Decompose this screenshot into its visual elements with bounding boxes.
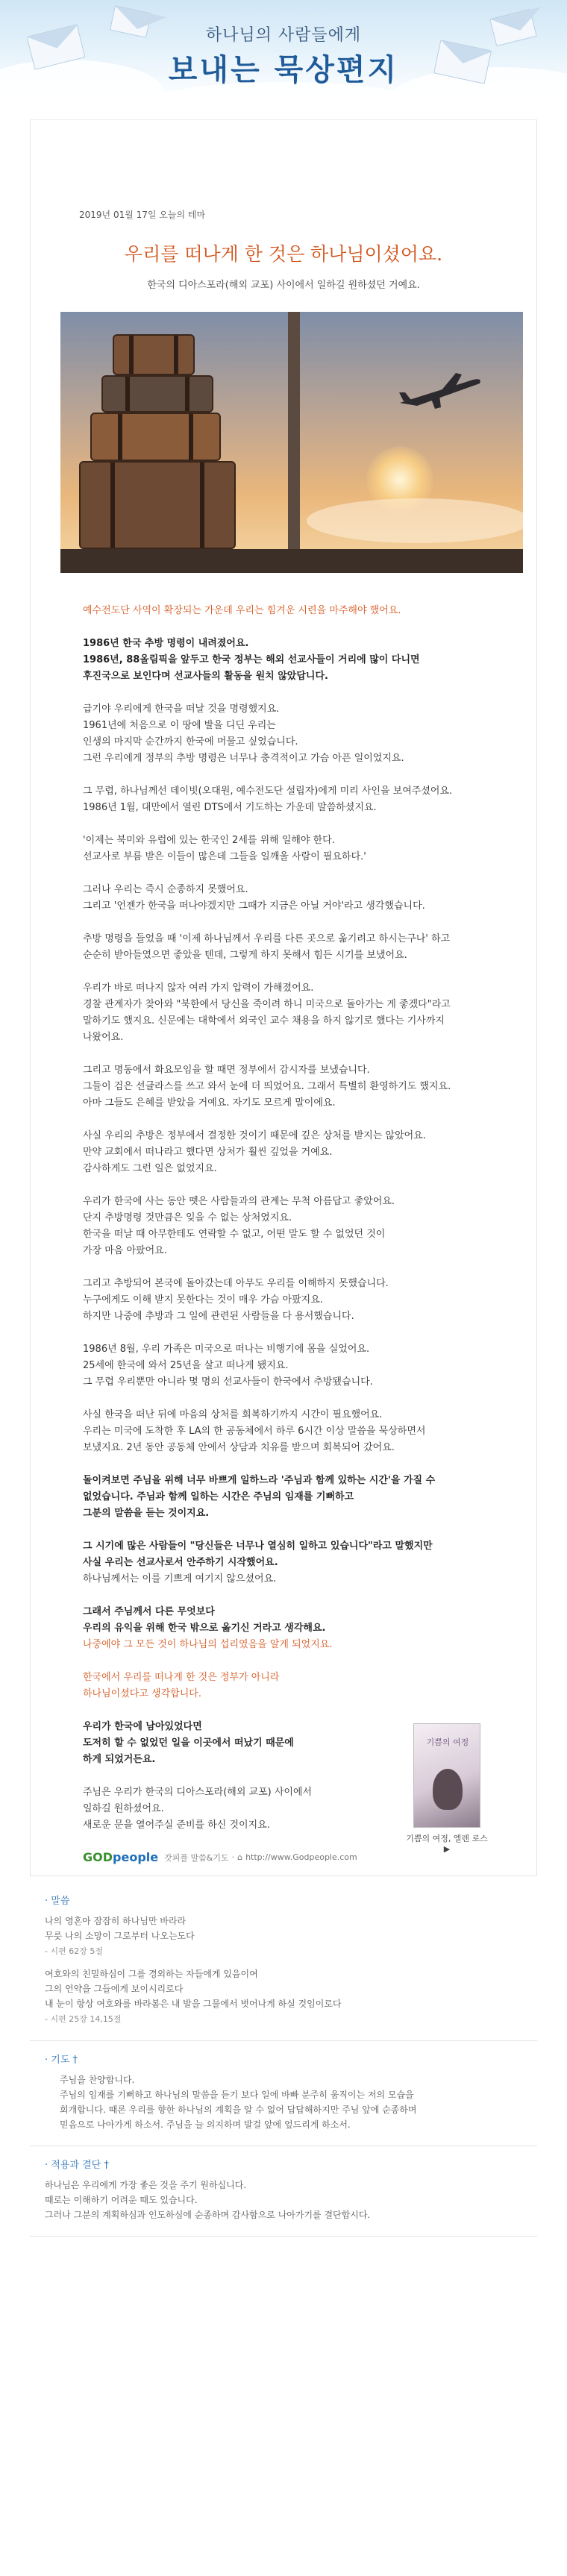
strap — [189, 414, 193, 460]
line: 그 무렵 우리뿐만 아니라 몇 명의 선교사들이 한국에서 추방됐습니다. — [83, 1376, 373, 1388]
line: 사실 한국을 떠난 뒤에 마음의 상처를 회복하기까지 시간이 필요했어요. — [83, 1409, 383, 1420]
book-cover[interactable] — [413, 1723, 480, 1828]
paragraph — [83, 1784, 381, 1834]
logo-sub: people — [113, 1850, 159, 1864]
book-caption-link[interactable]: 기쁨의 여정, 엘렌 로스 ▶ — [406, 1834, 488, 1854]
paragraph — [83, 1538, 484, 1588]
godpeople-logo[interactable] — [83, 1850, 158, 1864]
line: 그 무렵, 하나님께선 데이빗(오대원, 예수전도단 설립자)에게 미리 사인을 보여주셨어요. — [83, 786, 453, 797]
line: 우리가 한국에 사는 동안 뗏은 사람들과의 관계는 무척 아름답고 좋았어요. — [83, 1196, 395, 1207]
paragraph — [83, 833, 484, 865]
line: 무릇 나의 소망이 그로부터 나오는도다 — [45, 1931, 195, 1941]
line: 말하기도 했지요. 신문에는 대학에서 외국인 교수 채용을 하지 않기로 했다는 기사까지 — [83, 1015, 445, 1027]
line: 나의 영혼아 잠잠히 하나님만 바라라 — [45, 1916, 187, 1926]
suitcase — [101, 375, 213, 413]
line: 우리가 바로 떠나지 않자 여러 가지 압력이 가해졌어요. — [83, 983, 314, 994]
word-label: · 말씀 — [45, 1896, 70, 1907]
verse — [45, 1914, 522, 1959]
line: 그래서 주님께서 다른 무엇보다 — [83, 1606, 215, 1617]
line: 만약 교회에서 떠나라고 했다면 상처가 훨씬 깊었을 거예요. — [83, 1147, 333, 1158]
line: 가장 마음 아팠어요. — [83, 1245, 167, 1256]
line: 그리고 추방되어 본국에 돌아갔는데 아무도 우리를 이해하지 못했습니다. — [83, 1278, 389, 1289]
luggage-airplane-photo — [60, 312, 523, 573]
book-promo[interactable] — [402, 1723, 492, 1854]
line: 때로는 이해하기 어려운 때도 있습니다. — [45, 2195, 198, 2205]
line: '이제는 북미와 유럽에 있는 한국인 2세를 위해 일해야 한다. — [83, 835, 335, 846]
application-label: · 적용과 결단 † — [45, 2160, 109, 2171]
line: 우리가 한국에 남아있었다면 — [83, 1721, 202, 1732]
line: 1986년 한국 추방 명령이 내려졌어요. — [83, 638, 249, 649]
letter-body — [83, 603, 484, 1834]
line: 일하길 원하셨어요. — [83, 1803, 164, 1814]
paragraph — [83, 1062, 484, 1112]
paragraph — [83, 980, 484, 1046]
strap — [118, 414, 122, 460]
line: 단지 추방명령 것만큼은 잊을 수 없는 상처였지요. — [83, 1212, 292, 1223]
paragraph — [83, 1128, 484, 1177]
suitcase — [79, 461, 236, 549]
line: 내 눈이 항상 여호와를 바라봄은 내 발을 그물에서 벗어나게 하실 것임이로다 — [45, 1999, 342, 2009]
line: 1986년, 88올림픽을 앞두고 한국 정부는 해외 선교사들이 거리에 많이 다니면 — [83, 654, 420, 665]
strap — [200, 463, 204, 548]
line: 한국에서 우리를 떠나게 한 것은 정부가 아니라 — [83, 1672, 280, 1683]
application-text — [45, 2178, 522, 2222]
line: 그의 언약을 그들에게 보이시리로다 — [45, 1984, 184, 1994]
line: 누구에게도 이해 받지 못한다는 것이 매우 가슴 아팠지요. — [83, 1294, 323, 1306]
line: 순순히 받아들였으면 좋았을 텐데, 그렇게 하지 못해서 힘든 시기를 보냈어요. — [83, 950, 407, 961]
verse — [45, 1967, 522, 2027]
line: 25세에 한국에 와서 25년을 살고 떠나게 됐지요. — [83, 1360, 289, 1371]
strap — [174, 336, 178, 374]
line: 급기야 우리에게 한국을 떠날 것을 명령했지요. — [83, 703, 280, 715]
letter-card — [30, 119, 537, 1876]
line: 인생의 마지막 순간까지 한국에 머물고 싶었습니다. — [83, 736, 298, 748]
header-subtitle: 하나님의 사람들에게 — [205, 26, 362, 45]
line: 사실 우리는 선교사로서 안주하기 시작했어요. — [83, 1557, 278, 1568]
line: 우리는 미국에 도착한 후 LA의 한 공동체에서 하루 6시간 이상 말씀을 묵상하면서 — [83, 1426, 426, 1437]
word-section — [30, 1882, 537, 2041]
separator: · — [231, 1852, 235, 1862]
line: 보냈지요. 2년 동안 공동체 안에서 상담과 치유를 받으며 회복되어 갔어요. — [83, 1442, 395, 1453]
verse-reference: - 시편 62장 5절 — [45, 1946, 103, 1956]
line: 주님의 임재를 기뻐하고 하나님의 말씀을 듣기 보다 일에 바빠 분주히 움직이는 저의 모습을 — [60, 2090, 414, 2100]
line: 그분의 말씀을 듣는 것이지요. — [83, 1508, 210, 1519]
line: 하나님께서는 이를 기쁘게 여기지 않으셨어요. — [83, 1573, 277, 1585]
date-line: 2019년 01월 17일 오늘의 테마 — [79, 210, 206, 220]
suitcase — [90, 413, 221, 461]
line: 그 시기에 많은 사람들이 "당신들은 너무나 열심히 일하고 있습니다"라고 말했지만 — [83, 1541, 433, 1552]
line: 아마 그들도 은혜를 받았을 거예요. 자기도 모르게 말이에요. — [83, 1097, 336, 1109]
intro-paragraph: 예수전도단 사역이 확장되는 가운데 우리는 힘겨운 시련을 마주해야 했어요. — [83, 605, 401, 616]
line: 그리고 '언젠가 한국을 떠나야겠지만 그때가 지금은 아닐 거야'라고 생각했습니다. — [83, 900, 425, 912]
paragraph — [83, 1473, 484, 1522]
line: 후진국으로 보인다며 선교사들의 활동을 원치 않았답니다. — [83, 671, 328, 682]
prayer-label: · 기도 † — [45, 2055, 78, 2066]
line: 감사하게도 그런 일은 없었지요. — [83, 1163, 217, 1174]
devotion-sections — [30, 1882, 537, 2237]
header-banner — [0, 0, 567, 119]
window-sill — [60, 549, 523, 573]
header-title: 보내는 묵상편지 — [168, 53, 399, 87]
paragraph — [83, 1604, 484, 1653]
line: 우리의 유익을 위해 한국 밖으로 옮기신 거라고 생각해요. — [83, 1623, 326, 1634]
godpeople-text: 갓피플 말씀&기도 — [164, 1852, 229, 1863]
line: 새로운 문을 열어주실 준비를 하신 것이지요. — [83, 1820, 270, 1831]
paragraph — [83, 1341, 484, 1391]
line: 나중에야 그 모든 것이 하나님의 섭리였음을 알게 되었지요. — [83, 1639, 333, 1650]
book-cover-title: 기쁨의 여정 — [426, 1737, 469, 1747]
airplane-icon — [396, 370, 486, 415]
paragraph — [83, 1670, 484, 1702]
strap — [125, 377, 130, 411]
line: 주님은 우리가 한국의 디아스포라(해외 교포) 사이에서 — [83, 1787, 313, 1798]
paragraph — [83, 882, 484, 915]
line: 회개합니다. 때론 우리를 향한 하나님의 계획을 알 수 없어 답답해하지만 주님 앞에 순종하며 — [60, 2105, 417, 2115]
paragraph — [83, 931, 484, 964]
book-cover-portrait — [433, 1769, 463, 1810]
godpeople-url[interactable]: http://www.Godpeople.com — [245, 1852, 357, 1862]
line: 사실 우리의 추방은 정부에서 결정한 것이기 때문에 깊은 상처를 받지는 않았어요. — [83, 1130, 426, 1141]
line: 추방 명령을 들었을 때 '이제 하나님께서 우리를 다른 곳으로 옮기려고 하시는구나' 하고 — [83, 933, 451, 944]
line: 없었습니다. 주님과 함께 일하는 시간은 주님의 임재를 기뻐하고 — [83, 1491, 354, 1502]
line: 그들이 검은 선글라스를 쓰고 와서 눈에 더 띄었어요. 그래서 특별히 환영하기도 했지요. — [83, 1081, 451, 1092]
paragraph — [83, 1407, 484, 1456]
line: 하나님이셨다고 생각합니다. — [83, 1688, 201, 1699]
paragraph — [83, 1194, 484, 1259]
application-section — [30, 2146, 537, 2237]
headline: 우리를 떠나게 한 것은 하나님이셨어요. — [124, 243, 443, 265]
paragraph — [83, 636, 484, 685]
paragraph — [83, 783, 484, 816]
line: 그리고 명동에서 화요모임을 할 때면 정부에서 감시자를 보냈습니다. — [83, 1065, 370, 1076]
prayer-section — [30, 2041, 537, 2146]
paragraph — [83, 1276, 484, 1325]
strap — [129, 336, 134, 374]
line: 그러나 그분의 계획하심과 인도하심에 순종하며 감사함으로 나아가기를 결단합시다. — [45, 2210, 371, 2220]
line: 하나님은 우리에게 가장 좋은 것을 주기 원하십니다. — [45, 2180, 247, 2190]
line: 한국을 떠날 때 아무한테도 연락할 수 없고, 어떤 말도 할 수 없었던 것이 — [83, 1229, 386, 1240]
strap — [185, 377, 189, 411]
suitcase — [113, 334, 195, 375]
line: 그러나 우리는 즉시 순종하지 못했어요. — [83, 884, 248, 895]
lead-text: 한국의 디아스포라(해외 교포) 사이에서 일하길 원하셨던 거예요. — [147, 280, 420, 291]
line: 선교사로 부름 받은 이들이 많은데 그들을 일깨울 사람이 필요하다.' — [83, 851, 366, 862]
line: 그런 우리에게 정부의 추방 명령은 너무나 충격적이고 가슴 아픈 일이었지요. — [83, 753, 404, 764]
line: 도저히 할 수 없었던 일을 이곳에서 떠났기 때문에 — [83, 1737, 294, 1749]
line: 여호와의 친밀하심이 그를 경외하는 자들에게 있음이여 — [45, 1969, 258, 1979]
paragraph — [83, 701, 484, 767]
strap — [110, 463, 115, 548]
line: 1986년 1월, 대만에서 열린 DTS에서 기도하는 가운데 말씀하셨지요. — [83, 802, 377, 813]
line: 1961년에 처음으로 이 땅에 발을 디딘 우리는 — [83, 720, 276, 731]
line: 1986년 8월, 우리 가족은 미국으로 떠나는 비행기에 몸을 실었어요. — [83, 1344, 370, 1355]
line: 주님을 찬양합니다. — [60, 2075, 135, 2085]
line: 경찰 관계자가 찾아와 "북한에서 당신을 죽이려 하니 미국으로 돌아가는 게 좋겠다"라고 — [83, 999, 451, 1010]
logo-main: GOD — [83, 1850, 113, 1864]
line: 믿음으로 나아가게 하소서. 주님을 늘 의지하며 발걸 앞에 엎드리게 하소서. — [60, 2119, 351, 2130]
line: 나왔어요. — [83, 1032, 124, 1043]
prayer-text — [45, 2072, 522, 2132]
cloud-band — [307, 498, 523, 543]
line: 하지만 나중에 추방과 그 일에 관련된 사람들을 다 용서했습니다. — [83, 1311, 354, 1322]
home-icon: ⌂ — [237, 1852, 243, 1862]
verse-reference: - 시편 25장 14,15절 — [45, 2014, 122, 2024]
paragraph — [83, 1719, 381, 1768]
line: 하게 되었거든요. — [83, 1754, 156, 1765]
line: 돌이켜보면 주님을 위해 너무 바쁘게 일하느라 '주님과 함께 있하는 시간'을 가질 수 — [83, 1475, 436, 1486]
window-pillar — [288, 312, 300, 573]
